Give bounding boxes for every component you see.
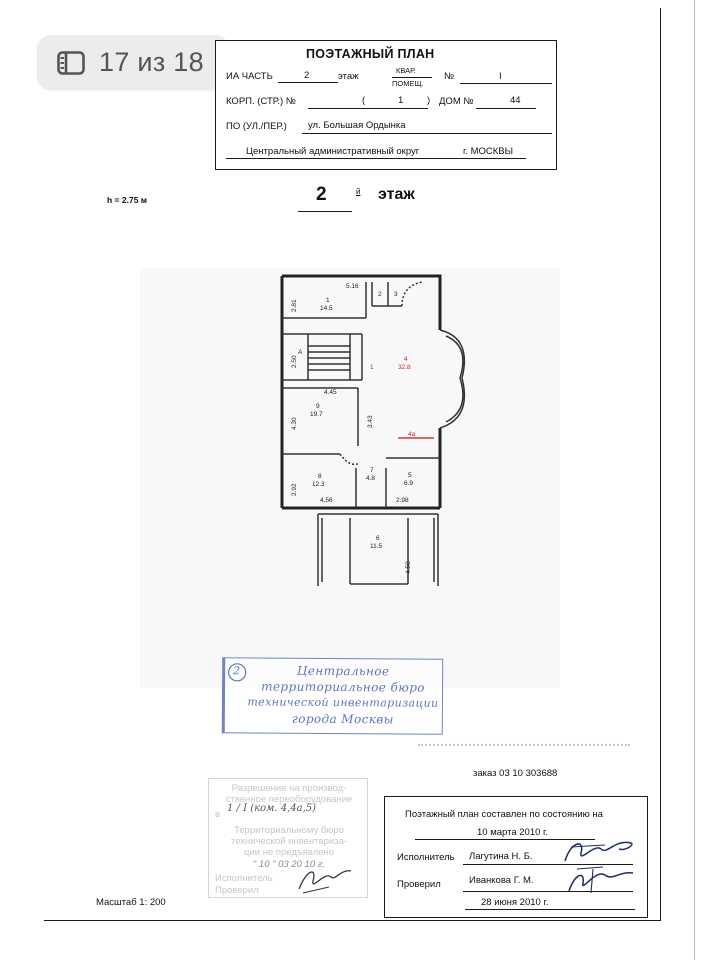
dim-room8-width: 4.56 <box>320 497 333 504</box>
room-9-label: 9 <box>316 403 320 410</box>
checker-label: Проверил <box>397 879 441 890</box>
faded-line-2: ственное переоборудование <box>225 794 353 805</box>
faded-line-6: ции не предъявлено <box>244 847 334 858</box>
room-2-label: 2 <box>378 291 382 298</box>
room-8-area: 12.3 <box>312 481 325 488</box>
number-value: I <box>499 71 502 82</box>
paren-open: ( <box>362 95 366 106</box>
dim-stair-height: 2.50 <box>291 355 298 368</box>
faded-permission-stamp <box>208 778 368 898</box>
plan-header-box <box>215 40 557 170</box>
plan-title: ПОЭТАЖНЫЙ ПЛАН <box>306 47 435 61</box>
room-5-area: 6.9 <box>404 480 414 487</box>
floor-label: этаж <box>338 71 359 82</box>
street-label: ПО (УЛ./ПЕР.) <box>226 121 287 132</box>
floor-number: 2 <box>316 184 327 205</box>
dim-room9-width: 4.45 <box>324 389 337 396</box>
executor-label: Исполнитель <box>397 852 455 863</box>
room-4a-label: 4а <box>408 431 416 438</box>
faded-signature <box>295 863 355 895</box>
room-9-area: 19.7 <box>310 411 323 418</box>
dim-top-width: 5.16 <box>346 283 359 290</box>
dim-room1-height: 2.81 <box>291 299 298 312</box>
floor-value: 2 <box>304 70 310 81</box>
executor-name: Лагутина Н. Б. <box>469 851 533 862</box>
faded-line-7: " 10 " 03 20 10 г. <box>252 859 326 870</box>
height-label: h = 2.75 м <box>107 195 148 205</box>
page-counter[interactable] <box>37 35 229 90</box>
room-5-label: 5 <box>408 472 412 479</box>
compiled-label: Поэтажный план составлен по состоянию на <box>405 809 603 820</box>
faded-line-4: Территориальному бюро <box>233 825 344 836</box>
stamp-line-4: города Москвы <box>291 711 394 727</box>
red-mark: 1 <box>370 364 374 371</box>
stamp-line-2: территориальное бюро <box>261 679 425 695</box>
order-label: заказ 03 10 303688 <box>473 768 558 779</box>
floor-plan <box>140 268 560 688</box>
room-6-area: 11.5 <box>370 543 383 550</box>
room-7-area: 4.8 <box>366 475 376 482</box>
stamp-circle-number: 2 <box>233 664 241 678</box>
faded-handwritten: 1 / I (ком. 4,4а,5) <box>227 803 317 814</box>
dim-room5-width: 2.98 <box>396 497 409 504</box>
part-label: ИА ЧАСТЬ <box>226 71 273 82</box>
korp-label: КОРП. (СТР.) № <box>226 96 296 107</box>
room-8-label: 8 <box>318 473 322 480</box>
faded-line-1: Разрешение на производ- <box>231 783 347 794</box>
dim-corridor: 3.43 <box>367 415 374 428</box>
checker-signature <box>563 865 643 895</box>
faint-stamp-residue <box>418 744 630 752</box>
room-6-label: 6 <box>376 535 380 542</box>
checker-name: Иванкова Г. М. <box>469 875 534 886</box>
dim-room8-height: 2.92 <box>291 483 298 496</box>
number-sign: № <box>444 71 455 82</box>
sign-date: 28 июня 2010 г. <box>481 897 549 908</box>
viewer-right-edge <box>694 0 695 960</box>
stamp-line-3: технической инвентаризации <box>247 695 439 710</box>
compiled-date: 10 марта 2010 г. <box>477 827 548 838</box>
page-counter-text: 17 из 18 <box>99 47 204 77</box>
street-value: ул. Большая Ордынка <box>308 120 406 131</box>
city-value: г. МОСКВЫ <box>463 146 514 157</box>
room-1-area: 14.5 <box>320 305 333 312</box>
scale-label: Масштаб 1: 200 <box>96 897 166 908</box>
dim-room6-height: 4.50 <box>405 561 412 574</box>
bti-stamp <box>222 657 444 735</box>
kvar-label: КВАР. <box>396 66 416 75</box>
district-value: Центральный административный округ <box>246 146 420 157</box>
dim-room9-height: 4.30 <box>291 417 298 430</box>
faded-line-8: Исполнитель <box>215 873 273 884</box>
room-7-label: 7 <box>370 467 374 474</box>
paren-close: ) <box>427 95 431 106</box>
floor-suffix: й <box>356 187 361 196</box>
room-3-label: 3 <box>394 291 398 298</box>
sidebar-panel-icon[interactable] <box>57 51 85 75</box>
faded-line-5: технической инвентариза- <box>230 836 348 847</box>
dom-label: ДОМ № <box>439 96 474 107</box>
pomesh-label: ПОМЕЩ. <box>392 79 424 88</box>
room-4-area: 32.8 <box>398 364 411 371</box>
dom-value: 44 <box>510 95 521 106</box>
executor-signature <box>561 837 641 867</box>
stamp-line-1: Центральное <box>296 663 390 679</box>
stair-mark: A <box>298 349 303 356</box>
signature-box <box>384 796 648 918</box>
room-1-label: 1 <box>326 297 330 304</box>
floor-word: этаж <box>378 186 415 203</box>
korp-value: 1 <box>398 95 404 106</box>
faded-line-9: Проверил <box>215 885 259 896</box>
room-4-label: 4 <box>404 356 408 363</box>
faded-line-3: в <box>215 809 221 820</box>
